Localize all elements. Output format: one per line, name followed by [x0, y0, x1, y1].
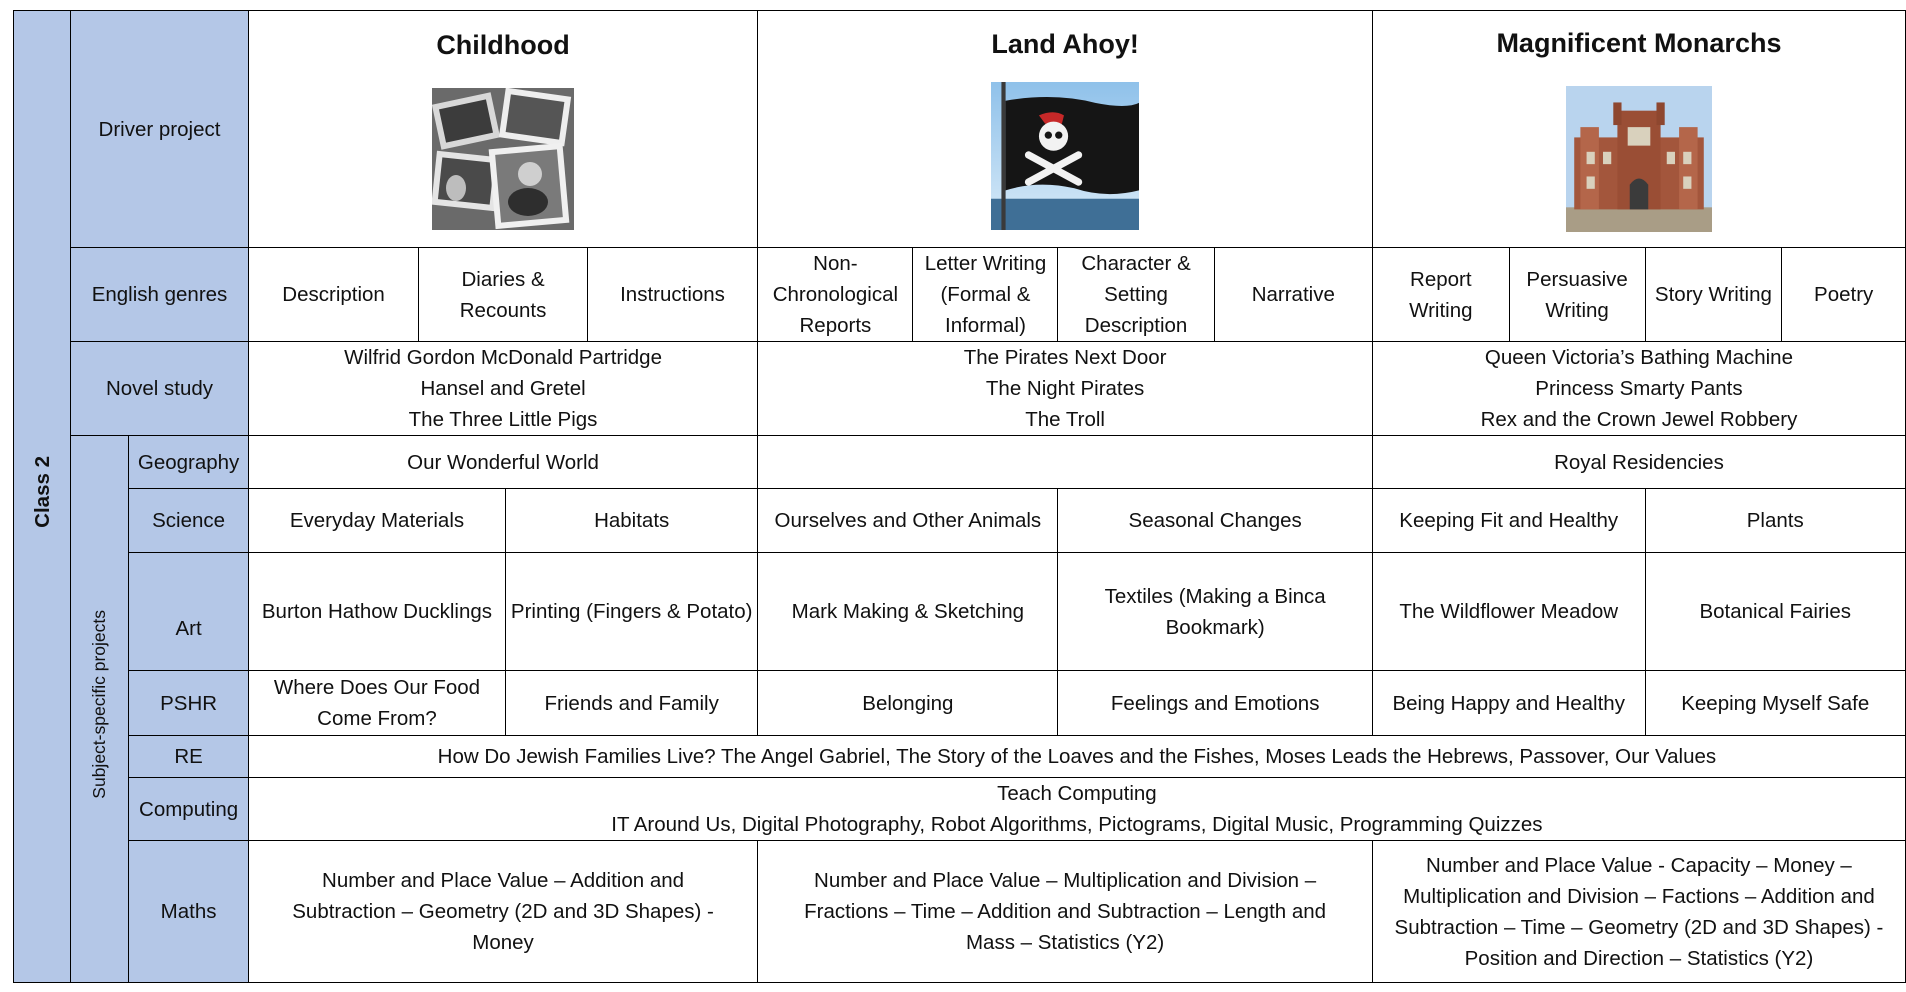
pshr-row	[14, 671, 1906, 736]
science-cell: Plants	[1645, 489, 1906, 553]
maths-monarchs: Number and Place Value - Capacity – Money – Multiplication and Division – Factions – Addition and Subtraction – Time – Geometry (2D and 3D Shapes) - Position and Direction – Statistics (Y2)	[1372, 841, 1905, 983]
science-cell: Habitats	[506, 489, 758, 553]
pshr-cell: Belonging	[758, 671, 1058, 736]
art-label: Art	[129, 553, 248, 671]
class-label-cell	[14, 11, 71, 983]
pshr-cell: Keeping Myself Safe	[1645, 671, 1906, 736]
maths-childhood: Number and Place Value – Addition and Subtraction – Geometry (2D and 3D Shapes) - Money	[248, 841, 757, 983]
childhood-photos-image	[432, 88, 574, 230]
genre-cell: Letter Writing (Formal & Informal)	[913, 248, 1058, 342]
art-cell: The Wildflower Meadow	[1372, 553, 1645, 671]
project-title: Land Ahoy!	[991, 29, 1139, 59]
art-row	[14, 553, 1906, 671]
english-genres-label: English genres	[71, 248, 249, 342]
genre-cell: Character & Setting Description	[1058, 248, 1214, 342]
project-land-ahoy	[758, 11, 1373, 248]
geography-land-ahoy	[758, 436, 1373, 489]
project-title: Childhood	[436, 30, 570, 60]
novel-title: Wilfrid Gordon McDonald Partridge	[344, 346, 662, 369]
novel-title: The Troll	[1025, 408, 1105, 431]
geography-monarchs: Royal Residencies	[1372, 436, 1905, 489]
genre-cell: Non-Chronological Reports	[758, 248, 913, 342]
pshr-cell: Where Does Our Food Come From?	[248, 671, 505, 736]
driver-project-label: Driver project	[71, 11, 249, 248]
science-cell: Everyday Materials	[248, 489, 505, 553]
maths-land-ahoy: Number and Place Value – Multiplication and Division – Fractions – Time – Addition and Subtraction – Length and Mass – Statistics (Y2)	[758, 841, 1373, 983]
computing-cell	[248, 778, 1905, 841]
novel-title: Hansel and Gretel	[420, 377, 586, 400]
art-cell: Printing (Fingers & Potato)	[506, 553, 758, 671]
english-genres-row	[14, 248, 1906, 342]
pshr-cell: Being Happy and Healthy	[1372, 671, 1645, 736]
subject-group-label: Subject-specific projects	[89, 610, 110, 799]
computing-label: Computing	[129, 778, 248, 841]
genre-cell: Diaries & Recounts	[419, 248, 587, 342]
pshr-cell: Feelings and Emotions	[1058, 671, 1372, 736]
driver-project-row	[14, 11, 1906, 248]
novel-study-row	[14, 342, 1906, 436]
computing-line: IT Around Us, Digital Photography, Robot Algorithms, Pictograms, Digital Music, Programming Quizzes	[611, 813, 1543, 836]
genre-cell: Story Writing	[1645, 248, 1782, 342]
science-cell: Keeping Fit and Healthy	[1372, 489, 1645, 553]
novel-title: Queen Victoria’s Bathing Machine	[1484, 346, 1793, 369]
genre-cell: Description	[248, 248, 419, 342]
science-cell: Seasonal Changes	[1058, 489, 1372, 553]
palace-image	[1566, 86, 1712, 232]
science-label: Science	[129, 489, 248, 553]
genre-cell: Instructions	[587, 248, 758, 342]
art-cell: Burton Hathow Ducklings	[248, 553, 505, 671]
art-cell: Mark Making & Sketching	[758, 553, 1058, 671]
curriculum-table	[13, 10, 1906, 983]
novel-title: The Pirates Next Door	[963, 346, 1167, 369]
science-cell: Ourselves and Other Animals	[758, 489, 1058, 553]
genre-cell: Persuasive Writing	[1509, 248, 1645, 342]
genre-cell: Narrative	[1214, 248, 1372, 342]
art-cell: Botanical Fairies	[1645, 553, 1906, 671]
genre-cell: Poetry	[1782, 248, 1906, 342]
geography-row	[14, 436, 1906, 489]
project-title: Magnificent Monarchs	[1496, 28, 1782, 58]
novel-group-land-ahoy	[758, 342, 1373, 436]
maths-row	[14, 841, 1906, 983]
science-row	[14, 489, 1906, 553]
geography-childhood: Our Wonderful World	[248, 436, 757, 489]
re-label: RE	[129, 736, 248, 778]
novel-study-label: Novel study	[71, 342, 249, 436]
novel-title: The Three Little Pigs	[408, 408, 598, 431]
art-cell: Textiles (Making a Binca Bookmark)	[1058, 553, 1372, 671]
novel-title: Rex and the Crown Jewel Robbery	[1480, 408, 1798, 431]
pshr-label: PSHR	[129, 671, 248, 736]
novel-group-childhood	[248, 342, 757, 436]
novel-group-monarchs	[1372, 342, 1905, 436]
pirate-flag-image	[991, 81, 1139, 231]
geography-label: Geography	[129, 436, 248, 489]
computing-row	[14, 778, 1906, 841]
maths-label: Maths	[129, 841, 248, 983]
genre-cell: Report Writing	[1372, 248, 1509, 342]
subject-group-label-cell	[71, 436, 129, 983]
novel-title: Princess Smarty Pants	[1535, 377, 1743, 400]
project-childhood	[248, 11, 757, 248]
pshr-cell: Friends and Family	[506, 671, 758, 736]
novel-title: The Night Pirates	[985, 377, 1145, 400]
project-magnificent-monarchs	[1372, 11, 1905, 248]
re-row	[14, 736, 1906, 778]
computing-line: Teach Computing	[997, 782, 1157, 805]
re-cell: How Do Jewish Families Live? The Angel Gabriel, The Story of the Loaves and the Fishes, Moses Leads the Hebrews, Passover, Our Values	[248, 736, 1905, 778]
class-label: Class 2	[30, 456, 54, 528]
